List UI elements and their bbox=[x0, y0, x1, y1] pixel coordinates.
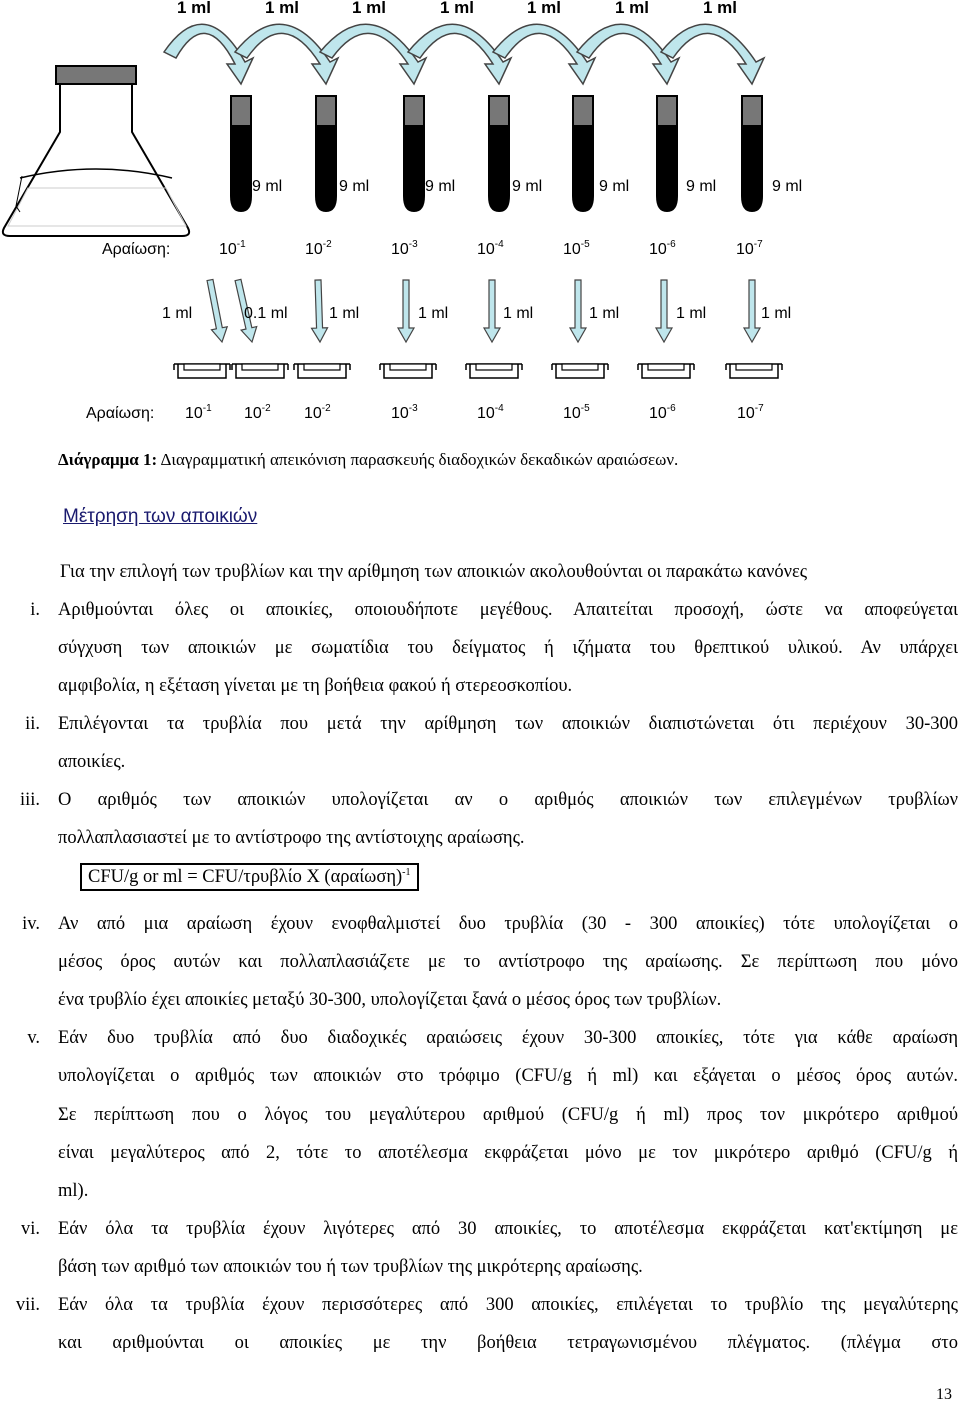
section-title: Μέτρηση των αποικιών bbox=[63, 506, 258, 527]
inoculation-arrow-icon bbox=[398, 280, 414, 342]
cfu-formula: CFU/g or ml = CFU/τρυβλίο X (αραίωση) bbox=[88, 867, 403, 887]
inoculation-arrow-icon bbox=[207, 279, 227, 342]
dilution-base: 10 bbox=[737, 405, 755, 422]
transfer-volume: 1 ml bbox=[440, 0, 475, 17]
rule-text-line: ml). bbox=[58, 1181, 89, 1201]
test-tube-icon bbox=[403, 96, 425, 212]
dilution-base: 10 bbox=[391, 405, 409, 422]
tube-volume: 9 ml bbox=[252, 178, 283, 195]
test-tube-icon bbox=[315, 96, 337, 212]
dilution-base: 10 bbox=[736, 241, 754, 258]
transfer-arrow-icon bbox=[408, 24, 511, 84]
transfer-volume: 1 ml bbox=[352, 0, 387, 17]
dilution-base: 10 bbox=[305, 241, 323, 258]
rule-text-line: αποικίες. bbox=[58, 752, 126, 772]
rule-text-line: είναι μεγαλύτερος από 2, τότε το αποτέλεσμα εκφράζεται μόνο με τον μικρότερο αριθμό (CFU/g ή bbox=[58, 1143, 958, 1163]
petri-dish-icon bbox=[726, 364, 782, 378]
plate-dilution bbox=[244, 405, 271, 423]
plate-dilution bbox=[185, 405, 212, 423]
rule-text-line: Ο αριθμός των αποικιών υπολογίζεται αν ο αριθμός αποικιών των επιλεγμένων τρυβλίων bbox=[58, 790, 958, 810]
rule-text-line: υπολογίζεται ο αριθμός των αποικιών στο τρόφιμο (CFU/g ή ml) και εξάγεται ο μέσος όρος αυτών. bbox=[58, 1066, 958, 1086]
plate-volume: 1 ml bbox=[761, 305, 792, 322]
dilution-base: 10 bbox=[563, 405, 581, 422]
transfer-volume: 1 ml bbox=[265, 0, 300, 17]
petri-dish-icon bbox=[232, 364, 288, 378]
dilution-exponent: -2 bbox=[261, 403, 271, 414]
dilution-exponent: -6 bbox=[666, 239, 676, 250]
petri-dish-icon bbox=[638, 364, 694, 378]
test-tube-icon bbox=[488, 96, 510, 212]
dilution-exponent: -2 bbox=[321, 403, 331, 414]
dilution-exponent: -3 bbox=[408, 239, 418, 250]
dilution-base: 10 bbox=[185, 405, 203, 422]
plate-dilution bbox=[649, 405, 676, 423]
tube-dilution bbox=[649, 241, 676, 259]
test-tube-icon bbox=[572, 96, 594, 212]
petri-dish-icon bbox=[294, 364, 350, 378]
tube-dilution bbox=[219, 241, 246, 259]
dilution-base: 10 bbox=[304, 405, 322, 422]
intro-text: Για την επιλογή των τρυβλίων και την αρίθμηση των αποικιών ακολουθούνται οι παρακάτω κανόνες bbox=[60, 562, 808, 582]
petri-dish-icon bbox=[380, 364, 436, 378]
test-tube-icon bbox=[656, 96, 678, 212]
tube-dilution bbox=[477, 241, 504, 259]
rule-text-line: ένα τρυβλίο έχει αποικίες μεταξύ 30-300, υπολογίζεται ξανά ο μέσος όρος των τρυβλίων. bbox=[58, 990, 722, 1010]
rule-number: vi. bbox=[20, 1219, 40, 1239]
petri-dish-icon bbox=[174, 364, 230, 378]
petri-dish-icon bbox=[552, 364, 608, 378]
rule-number: ii. bbox=[25, 714, 40, 734]
plate-volume: 1 ml bbox=[676, 305, 707, 322]
rule-text-line: Αριθμούνται όλες οι αποικίες, οποιουδήποτε μεγέθους. Απαιτείται προσοχή, ώστε να αποφεύγεται bbox=[58, 600, 958, 620]
rule-number: v. bbox=[27, 1028, 40, 1048]
dilution-base: 10 bbox=[649, 241, 667, 258]
dilution-base: 10 bbox=[244, 405, 262, 422]
plate-dilution-label: Αραίωση: bbox=[86, 405, 155, 422]
inoculation-arrow-icon bbox=[570, 280, 586, 342]
plate-volume: 1 ml bbox=[162, 305, 193, 322]
dilution-base: 10 bbox=[563, 241, 581, 258]
plate-volume: 1 ml bbox=[503, 305, 534, 322]
rule-text-line: Εάν δυο τρυβλία από δυο διαδοχικές αραιώσεις έχουν 30-300 αποικίες, τότε για κάθε αραίωση bbox=[58, 1028, 958, 1048]
tube-volume: 9 ml bbox=[512, 178, 543, 195]
plate-dilution bbox=[563, 405, 590, 423]
plate-dilution bbox=[737, 405, 764, 423]
tube-volume: 9 ml bbox=[599, 178, 630, 195]
dilution-exponent: -5 bbox=[580, 403, 590, 414]
rule-text-line: Σε περίπτωση που ο λόγος του μεγαλύτερου αριθμού (CFU/g ή ml) προς τον μικρότερο αριθμού bbox=[58, 1105, 958, 1125]
figure-caption bbox=[58, 450, 678, 470]
cfu-formula-box bbox=[80, 863, 419, 891]
transfer-volume: 1 ml bbox=[527, 0, 562, 17]
plate-volume: 1 ml bbox=[418, 305, 449, 322]
plate-volume: 1 ml bbox=[589, 305, 620, 322]
inoculation-arrow-icon bbox=[484, 280, 500, 342]
rule-text-line: Εάν όλα τα τρυβλία έχουν λιγότερες από 30 αποικίες, το αποτέλεσμα εκφράζεται κατ'εκτίμηση με bbox=[58, 1219, 958, 1239]
dilution-exponent: -2 bbox=[322, 239, 332, 250]
tube-volume: 9 ml bbox=[686, 178, 717, 195]
rule-number: iv. bbox=[22, 914, 40, 934]
rule-text-line: αμφιβολία, η εξέταση γίνεται με τη βοήθεια φακού ή στερεοσκοπίου. bbox=[58, 676, 573, 696]
rule-text-line: και αριθμούνται οι αποικίες με την βοήθεια τετραγωνισμένου πλέγματος. (πλέγμα στο bbox=[58, 1333, 958, 1353]
tube-dilution bbox=[563, 241, 590, 259]
plate-dilution bbox=[477, 405, 504, 423]
tube-volume: 9 ml bbox=[425, 178, 456, 195]
inoculation-arrow-icon bbox=[656, 280, 672, 342]
plate-volume: 1 ml bbox=[329, 305, 360, 322]
rule-text-line: βάση των αριθμό των αποικιών του ή των τρυβλίων της μικρότερης αραίωσης. bbox=[58, 1257, 643, 1277]
tube-volume: 9 ml bbox=[772, 178, 803, 195]
inoculation-arrow-icon bbox=[312, 280, 328, 342]
dilution-base: 10 bbox=[649, 405, 667, 422]
plate-dilution bbox=[391, 405, 418, 423]
dilution-base: 10 bbox=[477, 241, 495, 258]
dilution-exponent: -7 bbox=[754, 403, 764, 414]
transfer-volume: 1 ml bbox=[615, 0, 650, 17]
dilution-base: 10 bbox=[477, 405, 495, 422]
caption-text: Διαγραμματική απεικόνιση παρασκευής διαδοχικών δεκαδικών αραιώσεων. bbox=[157, 450, 679, 469]
plate-dilution bbox=[304, 405, 331, 423]
rule-number: iii. bbox=[19, 790, 40, 810]
rule-text-line: σύγχυση των αποικιών με σωματίδια του δείγματος ή ιζήματα του θρεπτικού υλικού. Αν υπάρχει bbox=[58, 638, 958, 658]
dilution-exponent: -6 bbox=[666, 403, 676, 414]
flask-icon bbox=[3, 66, 189, 236]
rule-number: vii. bbox=[15, 1295, 40, 1315]
transfer-volume: 1 ml bbox=[177, 0, 212, 17]
tube-dilution bbox=[305, 241, 332, 259]
rule-text-line: πολλαπλασιαστεί με το αντίστροφο της αντίστοιχης αραίωσης. bbox=[58, 828, 525, 848]
dilution-base: 10 bbox=[219, 241, 237, 258]
serial-dilution-diagram bbox=[0, 0, 960, 440]
transfer-arrow-icon bbox=[320, 24, 426, 84]
tube-dilution bbox=[391, 241, 418, 259]
page-number: 13 bbox=[936, 1386, 952, 1403]
rule-text-line: Εάν όλα τα τρυβλία έχουν περισσότερες από 300 αποικίες, επιλέγεται το τρυβλίο της μεγαλύτερης bbox=[58, 1295, 958, 1315]
test-tube-icon bbox=[741, 96, 763, 212]
dilution-exponent: -1 bbox=[202, 403, 212, 414]
tube-volume: 9 ml bbox=[339, 178, 370, 195]
rule-number: i. bbox=[30, 600, 40, 620]
inoculation-arrow-icon bbox=[744, 280, 760, 342]
test-tube-icon bbox=[230, 96, 252, 212]
transfer-arrow-icon bbox=[235, 24, 338, 84]
dilution-exponent: -4 bbox=[494, 239, 504, 250]
rule-text-line: Επιλέγονται τα τρυβλία που μετά την αρίθμηση των αποικιών διαπιστώνεται ότι περιέχουν 30-300 bbox=[58, 714, 958, 734]
dilution-exponent: -4 bbox=[494, 403, 504, 414]
dilution-exponent: -5 bbox=[580, 239, 590, 250]
dilution-exponent: -3 bbox=[408, 403, 418, 414]
rule-text-line: Αν από μια αραίωση έχουν ενοφθαλμιστεί δυο τρυβλία (30 - 300 αποικίες) τότε υπολογίζεται ο bbox=[58, 914, 958, 934]
transfer-arrow-icon bbox=[661, 24, 764, 84]
petri-dish-icon bbox=[466, 364, 522, 378]
dilution-exponent: -1 bbox=[236, 239, 246, 250]
plate-volume: 0.1 ml bbox=[244, 305, 288, 322]
cfu-formula-exponent: -1 bbox=[402, 867, 411, 878]
dilution-exponent: -7 bbox=[753, 239, 763, 250]
caption-label: Διάγραμμα 1: bbox=[58, 450, 158, 469]
rule-text-line: μέσος όρος αυτών και πολλαπλασιάζετε με το αντίστροφο της αραίωσης. Σε περίπτωση που μόνο bbox=[58, 952, 958, 972]
tube-dilution-label: Αραίωση: bbox=[102, 241, 171, 258]
tube-dilution bbox=[736, 241, 763, 259]
transfer-volume: 1 ml bbox=[703, 0, 738, 17]
dilution-base: 10 bbox=[391, 241, 409, 258]
